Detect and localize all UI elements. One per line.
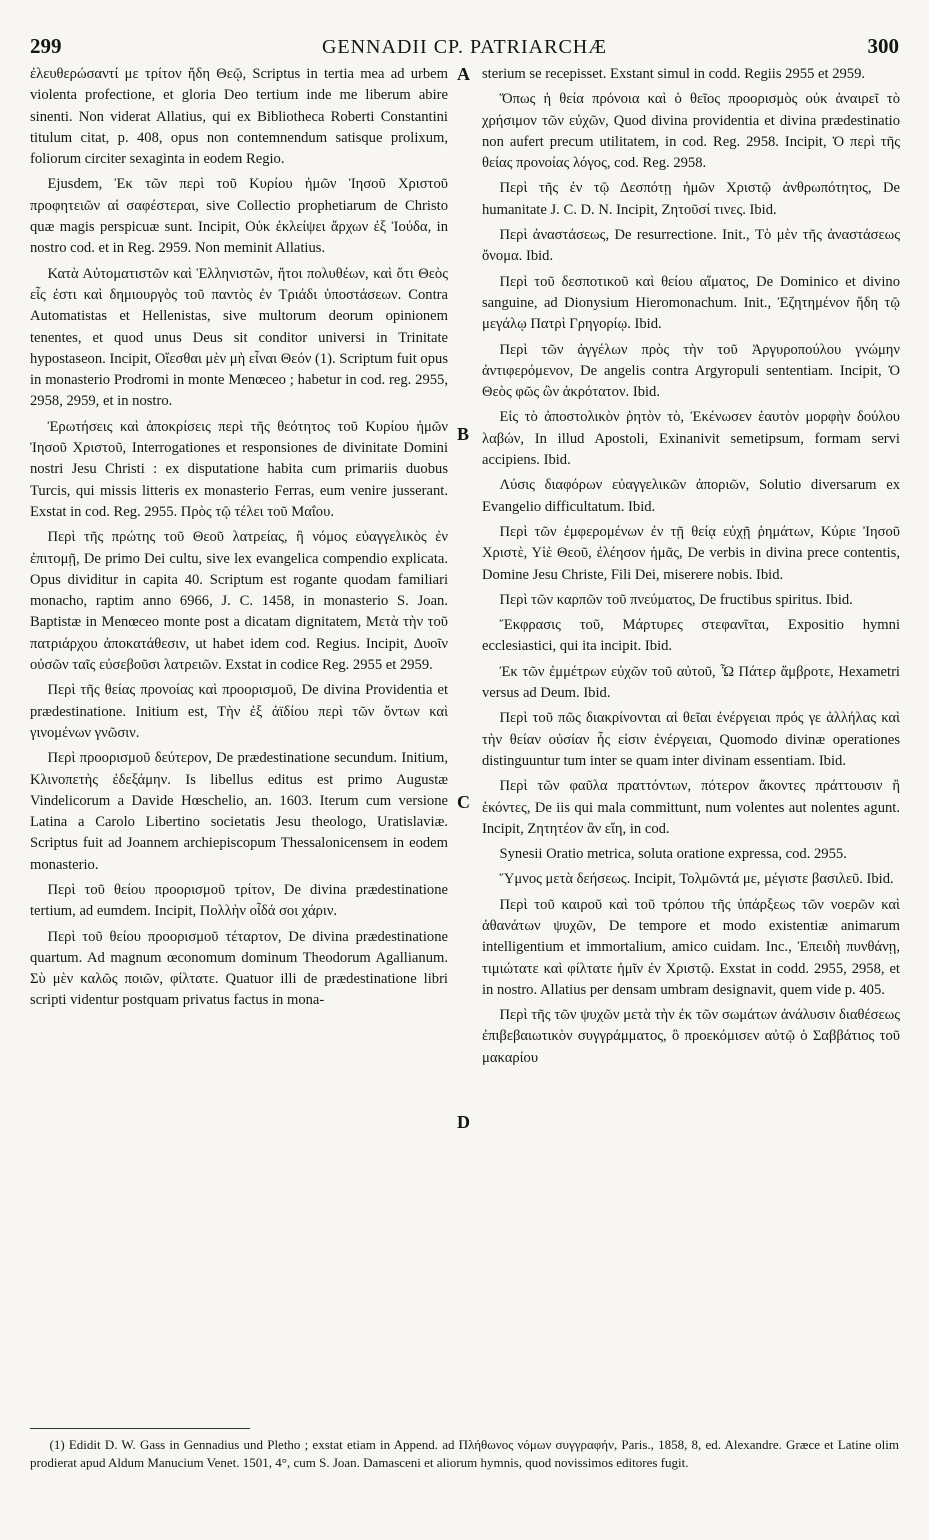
paragraph: Περὶ τοῦ πῶς διακρίνονται αἱ θεῖαι ἐνέργειαι πρός γε ἀλλήλας καὶ τὴν θείαν οὐσίαν ἧς εἰσιν ἐνέργειαι, Quomodo divinæ operationes distinguuntur tum inter se quam inter divinam essentiam. Ibid. (482, 710, 900, 769)
margin-letter-b: B (457, 424, 470, 444)
paragraph: Ὅπως ἡ θεία πρόνοια καὶ ὁ θεῖος προορισμὸς οὐκ ἀναιρεῖ τὸ χρήσιμον τῶν εὐχῶν, Quod divina providentia et divina prædestinatio non aufert precum utilitatem, in cod. Reg. 2958. Incipit, Ὁ περὶ τῆς θείας προνοίας λόγος, cod. Reg. 2958. (482, 91, 900, 172)
paragraph: Περὶ τῶν ἀγγέλων πρὸς τὴν τοῦ Ἀργυροπούλου γνώμην ἀντιφερόμενον, De angelis contra Argyropuli sententiam. Incipit, Ὁ Θεὸς φῶς ὢν ἀκρότατον. Ibid. (482, 341, 900, 401)
paragraph: Ἐκ τῶν ἐμμέτρων εὐχῶν τοῦ αὐτοῦ, Ὦ Πάτερ ἄμβροτε, Hexametri versus ad Deum. Ibid. (482, 663, 900, 702)
page-title: GENNADII CP. PATRIARCHÆ (321, 36, 608, 58)
paragraph: Περὶ ἀναστάσεως, De resurrectione. Init., Τὸ μὲν τῆς ἀναστάσεως ὄνομα. Ibid. (482, 227, 900, 265)
paragraph: Περὶ τοῦ θείου προορισμοῦ τέταρτον, De divina prædestinatione quartum. Ad magnum œconomum dominum Theodorum Agallianum. Σὺ μὲν καλῶς ποιῶν, φίλτατε. Quatuor illi de prædestinatione libri scripti videntur postquam privatus factus in mona- (30, 928, 448, 1009)
left-column (30, 64, 448, 1424)
paragraph: Λύσις διαφόρων εὐαγγελικῶν ἀποριῶν, Solutio diversarum ex Evangelio difficultatum. Ibid. (482, 477, 900, 515)
margin-letter-a: A (457, 64, 470, 84)
page-number-right: 300 (867, 34, 899, 58)
margin-letter-d: D (457, 1112, 470, 1132)
paragraph: Περὶ τοῦ θείου προορισμοῦ τρίτον, De divina prædestinatione tertium, ad eumdem. Incipit, Πολλὴν οἶδά σοι χάριν. (30, 881, 448, 920)
paragraph: ἐλευθερώσαντί με τρίτον ἤδη Θεῷ, Scriptus in tertia mea ad urbem violenta profectione, et gloria Deo tertium inde me liberum abire sinenti. Non viderat Allatius, qui ex Bibliotheca Roberti Constantini titulum citat, p. 408, opus non contemnendum satisque prolixum, foliorum circiter sexaginta in eodem Regio. (30, 66, 448, 168)
page-number-left: 299 (30, 34, 62, 58)
paragraph: Περὶ προορισμοῦ δεύτερον, De prædestinatione secundum. Initium, Κλινοπετὴς ἐδεξάμην. Is libellus editus est primo Augustæ Vindelicorum a Davide Hœschelio, an. 1603. Iterum cum versione Latina a Carolo Libertino societatis Jesu theologo, Uratislaviæ. Scriptus fuit ad Joannem archiepiscopum Thessalonicensem in eodem monasterio. (30, 750, 448, 873)
paragraph: Περὶ τῶν ἐμφερομένων ἐν τῇ θείᾳ εὐχῇ ῥημάτων, Κύριε Ἰησοῦ Χριστὲ, Υἱὲ Θεοῦ, ἐλέησον ἡμᾶς, De verbis in divina prece contentis, Domine Jesu Christe, Fili Dei, miserere nobis. Ibid. (482, 523, 900, 583)
paragraph: Περὶ τοῦ δεσποτικοῦ καὶ θείου αἵματος, De Dominico et divino sanguine, ad Dionysium Hieromonachum. Init., Ἐζητημένον ἤδη τῷ μεγάλῳ Πατρὶ Γρηγορίῳ. Ibid. (482, 273, 900, 333)
margin-letter-c: C (457, 792, 470, 812)
paragraph: Ἐρωτήσεις καὶ ἀποκρίσεις περὶ τῆς θεότητος τοῦ Κυρίου ἡμῶν Ἰησοῦ Χριστοῦ, Interrogationes et responsiones de divinitate Domini nostri Jesu Christi : ex disputatione habita cum primariis duobus Turcis, qui missis litteris ex monasterio Ferras, eum venire jusserant. Exstat in cod. Reg. 2955. Πρὸς τῷ τέλει τοῦ Μαΐου. (30, 418, 448, 520)
paragraph: Περὶ τῆς ἐν τῷ Δεσπότῃ ἡμῶν Χριστῷ ἀνθρωπότητος, De humanitate J. C. D. N. Incipit, Ζητοῦσί τινες. Ibid. (482, 180, 900, 218)
paragraph: sterium se recepisset. Exstant simul in codd. Regiis 2955 et 2959. (482, 66, 866, 82)
right-column (482, 64, 900, 1424)
footnote-divider (30, 1428, 250, 1429)
paragraph: Περὶ τῆς θείας προνοίας καὶ προορισμοῦ, De divina Providentia et prædestinatione. Initium est, Τὴν ἐξ ἀϊδίου περὶ τῶν ὄντων καὶ γινομένων γνῶσιν. (30, 682, 448, 741)
paragraph: Εἰς τὸ ἀποστολικὸν ῥητὸν τὸ, Ἐκένωσεν ἑαυτὸν μορφὴν δούλου λαβών, In illud Apostoli, Exinanivit semetipsum, formam servi accipiens. Ibid. (482, 409, 900, 469)
running-head (30, 30, 899, 66)
paragraph: Περὶ τῆς πρώτης τοῦ Θεοῦ λατρείας, ἢ νόμος εὐαγγελικὸς ἐν ἐπιτομῇ, De primo Dei cultu, sive lex evangelica compendio explicata. Opus dividitur in capita 40. Scriptum est rogante quodam familiari monacho, raptim anno 6966, J. C. 1458, in monasterio S. Joan. Baptistæ in Menœceo monte post a dicatam dignitatem, Μετὰ τὴν τοῦ πατριάρχου ἀποκατάθεσιν, ut habet idem cod. Regius. Incipit, Δυοῖν οὐσῶν ταῖς εὐσεβοῦσι λατρειῶν. Exstat in codice Reg. 2955 et 2959. (30, 529, 448, 674)
paragraph: Ὕμνος μετὰ δεήσεως. Incipit, Τολμῶντά με, μέγιστε βασιλεῦ. Ibid. (499, 871, 894, 888)
paragraph: Περὶ τῆς τῶν ψυχῶν μετὰ τὴν ἐκ τῶν σωμάτων ἀνάλυσιν διαθέσεως ἐπιβεβαιωτικὸν συγγράμματος, ὃ προεκόμισεν αὐτῷ ὁ Σαββάτιος τοῦ μακαρίου (482, 1007, 900, 1066)
paragraph: Ejusdem, Ἐκ τῶν περὶ τοῦ Κυρίου ἡμῶν Ἰησοῦ Χριστοῦ προφητειῶν αἱ σαφέστεραι, sive Collectio prophetiarum de Christo quæ magis perspicuæ sunt. Incipit, Οὐκ ἐκλείψει ἄρχων ἐξ Ἰούδα, in nostro cod. et in Reg. 2959. Non meminit Allatius. (30, 176, 448, 257)
paragraph: Ἔκφρασις τοῦ, Μάρτυρες στεφανῖται, Expositio hymni ecclesiastici, qui ita incipit. Ibid. (482, 617, 900, 655)
paragraph: Περὶ τῶν φαῦλα πραττόντων, πότερον ἄκοντες πράττουσιν ἢ ἑκόντες, De iis qui mala committunt, num volentes aut nolentes agunt. Incipit, Ζητητέον ἂν εἴη, in cod. (482, 778, 900, 837)
paragraph: Κατὰ Αὐτοματιστῶν καὶ Ἑλληνιστῶν, ἤτοι πολυθέων, καὶ ὅτι Θεὸς εἷς ἐστι καὶ δημιουργὸς τοῦ παντὸς ἐν Τριάδι ὑποστάσεων. Contra Automatistas et Hellenistas, sive multorum deorum opinionem tenentes, et quod unus Deus sit conditor universi in Trinitate hypostaseon. Incipit, Οἴεσθαι μὲν μὴ εἶναι Θεόν (1). Scriptum fuit opus in monasterio Prodromi in monte Menœceo ; habetur in cod. reg. 2955, 2958, 2959, et in nostro. (30, 265, 448, 410)
paragraph: Περὶ τοῦ καιροῦ καὶ τοῦ τρόπου τῆς ὑπάρξεως τῶν νοερῶν καὶ ἀθανάτων ψυχῶν, De tempore et modo existentiæ animarum intelligentium et immortalium, amico cuidam. Inc., Ἐπειδὴ πυνθάνῃ, τιμιώτατε καὶ φίλτατε ἡμῖν ἐν Χριστῷ. Exstat in codd. 2955, 2958, et in nostro. Allatius per densam umbram designavit, quem vide p. 405. (482, 896, 900, 998)
paragraph: Περὶ τῶν καρπῶν τοῦ πνεύματος, De fructibus spiritus. Ibid. (499, 591, 853, 608)
paragraph: Synesii Oratio metrica, soluta oratione expressa, cod. 2955. (499, 846, 847, 863)
footnote: (1) Edidit D. W. Gass in Gennadius und Pletho ; exstat etiam in Append. ad Πλήθωνος νόμων συγγραφήν, Paris., 1858, 8, ed. Alexandre. Græce et Latine olim prodierat apud Aldum Manucium Venet. 1501, 4°, cum S. Joan. Damasceni et aliorum hymnis, quod novissimos editores fugit. (30, 1437, 899, 1471)
